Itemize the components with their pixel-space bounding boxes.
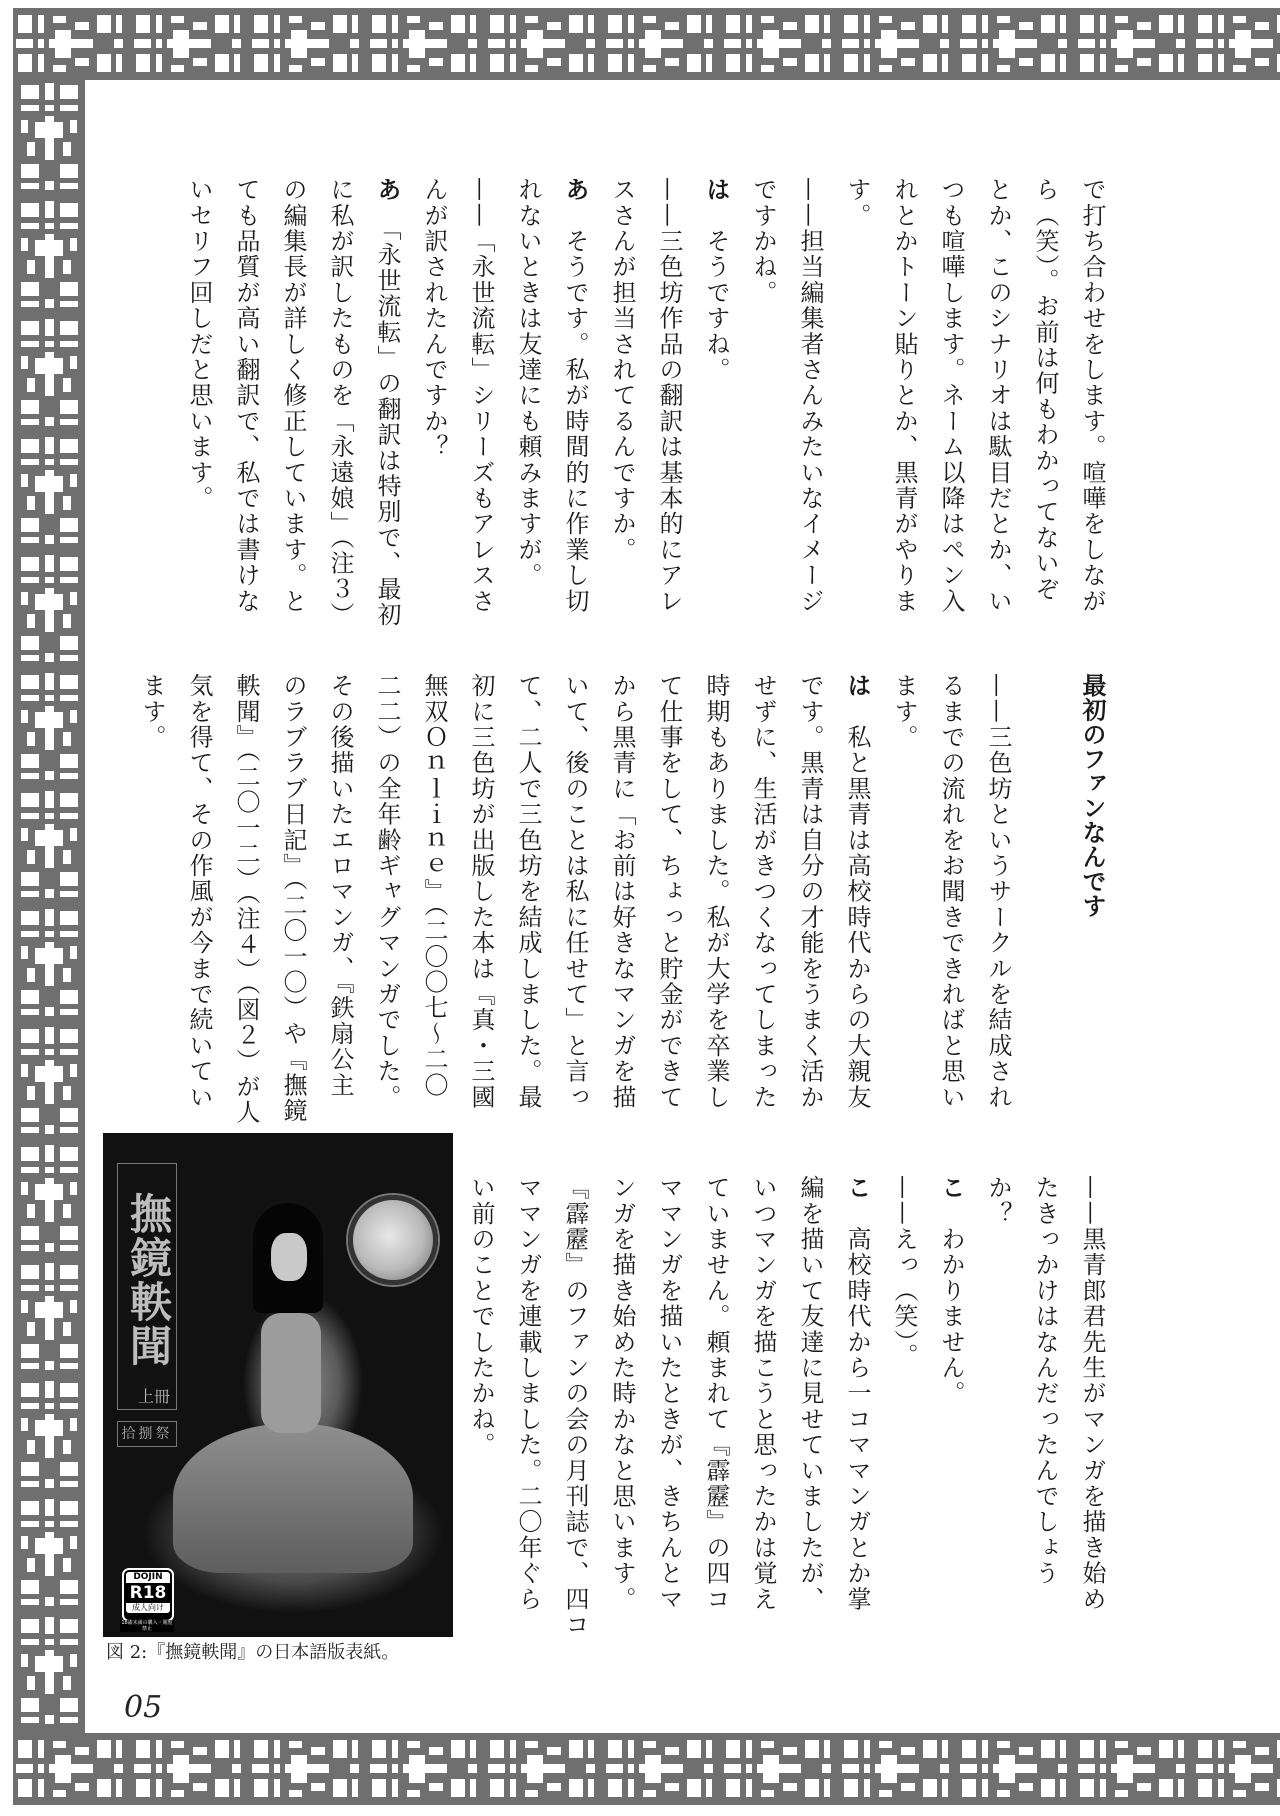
text-line: れないときは友達にも頼みますが。	[514, 177, 542, 589]
text-column	[370, 177, 404, 628]
text-column	[887, 177, 921, 614]
text-line: か？	[984, 1175, 1012, 1227]
text-line: い前のことでしたかね。	[467, 1175, 495, 1458]
rating-top: DOJIN	[126, 1572, 170, 1583]
text-line: いつマンガを描こうと思ったかは覚え	[749, 1175, 777, 1612]
text-line: 無双Ｏｎｌｉｎｅ』（二〇〇七〜二〇	[420, 673, 448, 1098]
text-line: ても品質が高い翻訳で、私では書けな	[232, 177, 260, 614]
text-column	[840, 1175, 874, 1612]
text-column	[464, 673, 498, 1110]
text-line: から黒青に「お前は好きなマンガを描	[608, 673, 636, 1110]
text-line: たきっかけはなんだったんでしょう	[1031, 1175, 1059, 1587]
text-line: ——担当編集者さんみたいなイメージ	[796, 177, 824, 614]
illustration-face	[271, 1233, 307, 1281]
text-column	[934, 1175, 968, 1406]
text-line: んが訳されたんですか？	[420, 177, 448, 460]
page-number: 05	[124, 1690, 163, 1725]
text-line: で打ち合わせをします。喧嘩をしなが	[1078, 177, 1106, 614]
speaker-initial: こ	[937, 1175, 965, 1201]
text-column	[793, 177, 827, 614]
text-column	[464, 177, 498, 614]
text-column	[981, 1175, 1015, 1226]
section-heading: 最初のファンなんです	[1078, 673, 1106, 918]
text-column	[182, 673, 216, 1110]
text-line: ていません。頼まれて『霹靂』の四コ	[702, 1175, 730, 1612]
text-column	[558, 177, 592, 614]
text-line: せずに、生活がきつくなってしまった	[749, 673, 777, 1110]
text-column	[746, 177, 780, 306]
text-line: 軼聞』（二〇一二）（注４）（図２）が人	[232, 673, 260, 1126]
text-column	[370, 673, 404, 1110]
text-line: に私が訳したものを「永遠娘」（注３）	[326, 177, 354, 628]
text-line: す。	[843, 177, 871, 229]
text-line: いて、後のことは私に任せて」と言っ	[561, 673, 589, 1110]
text-line: ——えっ（笑）。	[890, 1175, 918, 1369]
text-line: 高校時代から一コママンガとか掌	[843, 1200, 871, 1612]
text-column	[605, 177, 639, 563]
text-column	[1075, 177, 1109, 614]
text-line: のラブラブ日記』（二〇一〇）や『撫鏡	[279, 673, 307, 1124]
text-line: の編集長が詳しく修正しています。と	[279, 177, 307, 614]
text-line: その後描いたエロマンガ、『鉄扇公主	[326, 673, 354, 1098]
text-column	[511, 1175, 545, 1612]
illustration-body	[261, 1313, 321, 1433]
text-line: つも喧嘩します。ネーム以降はペン入	[937, 177, 965, 614]
text-column	[934, 177, 968, 614]
text-column	[323, 673, 357, 1098]
text-line: ら（笑）。お前は何もわかってないぞ	[1031, 177, 1059, 602]
cover-title-logo: 撫鏡軼聞	[124, 1192, 173, 1368]
text-column	[1028, 177, 1062, 602]
text-column	[652, 177, 686, 614]
text-line: ——三色坊作品の翻訳は基本的にアレ	[655, 177, 683, 614]
speaker-initial: こ	[843, 1175, 871, 1201]
speaker-initial: あ	[561, 177, 589, 203]
text-column	[605, 1175, 639, 1612]
text-line: 『霹靂』のファンの会の月刊誌で、四コ	[561, 1175, 589, 1638]
text-line: ます。	[890, 673, 918, 751]
text-line: そうですね。	[702, 202, 730, 383]
cover-image	[103, 1133, 453, 1637]
text-line: 「永世流転」の翻訳は特別で、最初	[373, 202, 401, 628]
text-column	[746, 673, 780, 1110]
text-line: です。黒青は自分の才能をうまく活か	[796, 673, 824, 1110]
rating-main: R18	[129, 1583, 167, 1603]
text-line: 時期もありました。私が大学を卒業し	[702, 673, 730, 1110]
text-line: いセリフ回しだと思います。	[185, 177, 213, 512]
cover-title-box	[117, 1163, 177, 1410]
text-line: 初に三色坊が出版した本は『真・三國	[467, 673, 495, 1110]
text-line: 私と黒青は高校時代からの大親友	[843, 698, 871, 1110]
text-column	[558, 1175, 592, 1638]
speaker-initial: は	[702, 177, 730, 203]
text-column	[464, 1175, 498, 1458]
text-column	[699, 1175, 733, 1612]
border-left	[13, 80, 85, 1733]
rating-sub: 成人向け	[126, 1603, 170, 1613]
border-bottom	[13, 1733, 1280, 1805]
figure-caption: 図 2:『撫鏡軼聞』の日本語版表紙。	[106, 1642, 400, 1663]
text-line: とか、このシナリオは駄目だとか、い	[984, 177, 1012, 614]
text-column	[605, 673, 639, 1110]
text-line: れとかトーン貼りとか、黒青がやりま	[890, 177, 918, 614]
text-column	[229, 673, 263, 1125]
text-line: ママンガを連載しました。二〇年ぐら	[514, 1175, 542, 1612]
text-line: ——三色坊というサークルを結成され	[984, 673, 1012, 1110]
text-column	[1075, 1175, 1109, 1612]
text-column	[511, 177, 545, 588]
illustration-skirt	[173, 1423, 413, 1573]
r18-rating-badge	[122, 1568, 174, 1622]
text-column	[981, 673, 1015, 1110]
text-column	[1028, 1175, 1062, 1586]
text-column	[699, 177, 733, 383]
text-column	[887, 1175, 921, 1369]
cover-volume: 上冊	[138, 1387, 171, 1406]
speaker-initial: は	[843, 673, 871, 699]
text-column	[887, 673, 921, 750]
text-column	[793, 673, 827, 1110]
text-line: そうです。私が時間的に作業し切	[561, 202, 589, 614]
text-line: スさんが担当されてるんですか。	[608, 177, 636, 563]
moon-mirror-icon	[348, 1195, 438, 1285]
text-column	[276, 177, 310, 614]
text-column	[652, 673, 686, 1110]
text-column	[840, 177, 874, 228]
speaker-initial: あ	[373, 177, 401, 203]
text-column	[417, 673, 451, 1098]
text-line: ママンガを描いたときが、きちんとマ	[655, 1175, 683, 1612]
text-line: 二二）の全年齢ギャグマンガでした。	[373, 673, 401, 1110]
text-line: ——黒青郎君先生がマンガを描き始め	[1078, 1175, 1106, 1612]
text-line: て仕事をして、ちょっと貯金ができて	[655, 673, 683, 1110]
text-column	[652, 1175, 686, 1612]
text-line: ンガを描き始めた時かなと思います。	[608, 1175, 636, 1612]
text-column	[793, 1175, 827, 1612]
text-line: ですかね。	[749, 177, 777, 306]
text-line: 編を描いて友達に見せていましたが、	[796, 1175, 824, 1612]
text-line: わかりません。	[937, 1200, 965, 1407]
rating-note: 18歳未満の購入・閲覧禁止	[121, 1620, 173, 1632]
text-column	[417, 177, 451, 460]
text-column	[746, 1175, 780, 1612]
text-line: 気を得て、その作風が今まで続いてい	[185, 673, 213, 1110]
text-column	[981, 177, 1015, 614]
text-column	[511, 673, 545, 1110]
text-column	[699, 673, 733, 1110]
text-line: て、二人で三色坊を結成しました。最	[514, 673, 542, 1110]
text-column	[276, 673, 310, 1124]
text-column	[840, 673, 874, 1110]
text-line: ——「永世流転」シリーズもアレスさ	[467, 177, 495, 614]
cover-circle-name: 拾捌祭	[117, 1421, 177, 1447]
text-column	[323, 177, 357, 628]
text-line: ます。	[138, 673, 166, 751]
text-column	[934, 673, 968, 1110]
text-column	[182, 177, 216, 511]
text-column	[229, 177, 263, 614]
text-line: るまでの流れをお聞きできればと思い	[937, 673, 965, 1110]
text-column	[135, 673, 169, 750]
text-column	[558, 673, 592, 1110]
border-top	[13, 8, 1280, 80]
